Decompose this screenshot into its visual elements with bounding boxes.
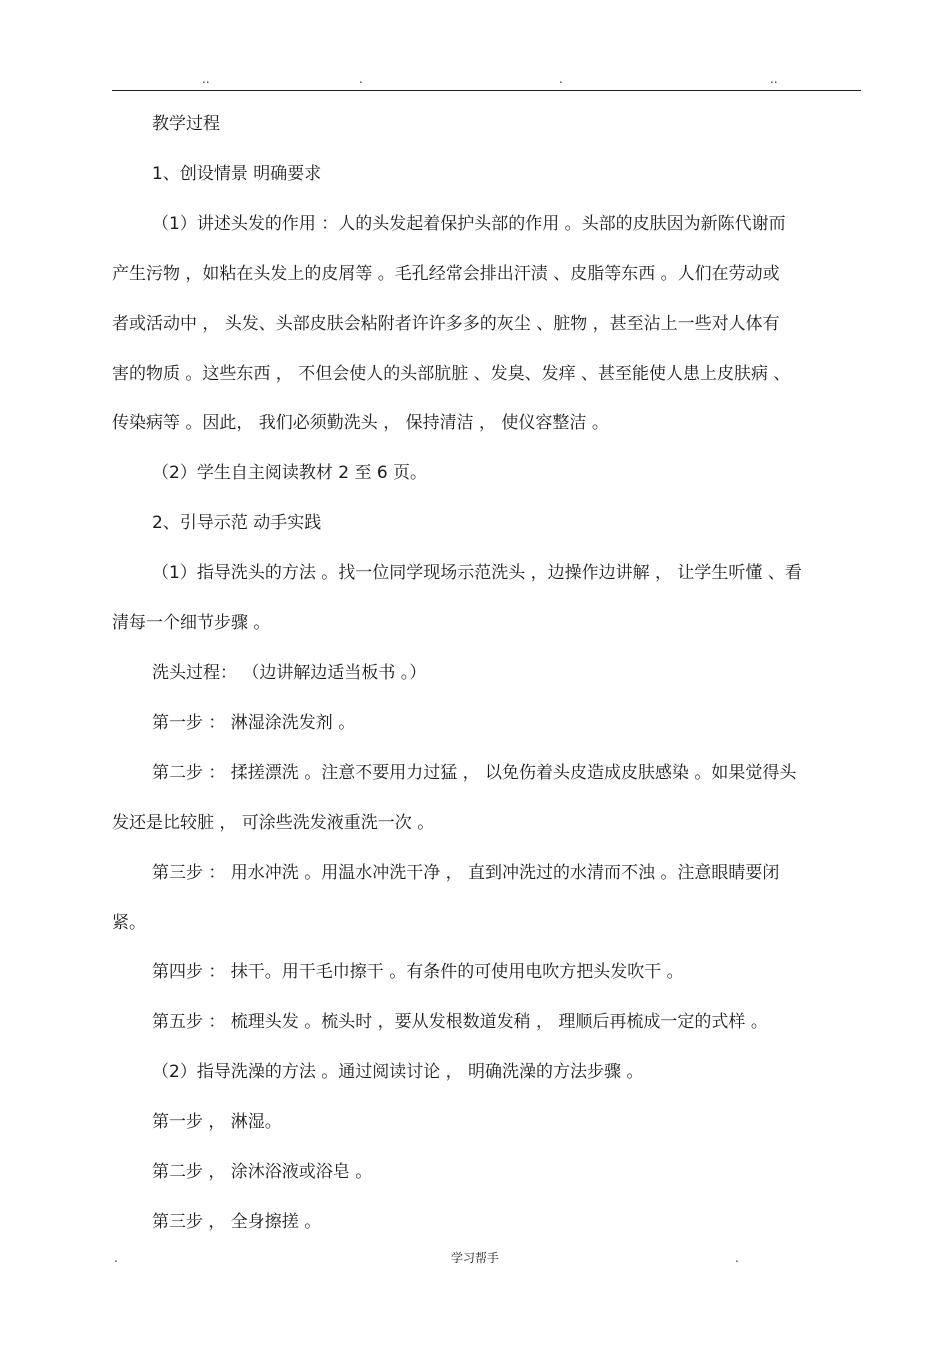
paragraph-line: 洗头过程： （边讲解边适当板书 。） bbox=[152, 662, 427, 683]
paragraph-line: 发还是比较脏 ， 可涂些洗发液重洗一次 。 bbox=[112, 812, 435, 833]
paragraph-line: （2）学生自主阅读教材 2 至 6 页。 bbox=[152, 463, 428, 484]
header-divider bbox=[112, 90, 861, 91]
paragraph-line: 害的物质 。这些东西 ， 不但会使人的头部肮脏 、发臭、发痒 、甚至能使人患上皮肤病 、 bbox=[112, 363, 791, 384]
paragraph-line: 教学过程 bbox=[152, 114, 220, 134]
paragraph-line: 产生污物 ，如粘在头发上的皮屑等 。毛孔经常会排出汗渍 、皮脂等东西 。人们在劳动或 bbox=[112, 263, 780, 284]
document-body bbox=[112, 100, 861, 1248]
paragraph-line: 者或活动中 ， 头发、头部皮肤会粘附者许许多多的灰尘 、脏物 ，甚至沾上一些对人体有 bbox=[112, 313, 780, 334]
paragraph-line: 1、创设情景 明确要求 bbox=[152, 163, 322, 184]
paragraph-line: （2）指导洗澡的方法 。通过阅读讨论 ， 明确洗澡的方法步骤 。 bbox=[152, 1062, 644, 1083]
paragraph-line: 第四步 ： 抹干。用干毛巾擦干 。有条件的可使用电吹方把头发吹干 。 bbox=[152, 962, 684, 983]
paragraph-line: （1）指导洗头的方法 。找一位同学现场示范洗头 ，边操作边讲解 ， 让学生听懂 、看 bbox=[152, 563, 802, 584]
paragraph-line: 第一步 ： 淋湿涂洗发剂 。 bbox=[152, 712, 356, 733]
paragraph-line: 清每一个细节步骤 。 bbox=[112, 613, 271, 634]
header-mark: .. bbox=[202, 72, 210, 86]
paragraph-line: 第二步 ： 揉搓漂洗 。注意不要用力过猛 ， 以免伤着头皮造成皮肤感染 。如果觉得头 bbox=[152, 762, 797, 783]
paragraph-line: （1）讲述头发的作用 ：人的头发起着保护头部的作用 。头部的皮肤因为新陈代谢而 bbox=[152, 213, 786, 234]
paragraph-line: 2、引导示范 动手实践 bbox=[152, 513, 322, 534]
header-mark: . bbox=[359, 72, 363, 86]
paragraph-line: 第三步 ， 全身擦搓 。 bbox=[152, 1211, 322, 1232]
paragraph-line: 第三步 ： 用水冲洗 。用温水冲洗干净 ， 直到冲洗过的水清而不浊 。注意眼睛要闭 bbox=[152, 862, 780, 883]
footer-label: 学习帮手 bbox=[450, 1251, 499, 1265]
header-mark: . bbox=[559, 72, 563, 86]
paragraph-line: 第一步 ， 淋湿。 bbox=[152, 1112, 282, 1133]
header-mark: .. bbox=[770, 72, 778, 86]
paragraph-line: 第二步 ， 涂沐浴液或浴皂 。 bbox=[152, 1162, 373, 1183]
paragraph-line: 紧。 bbox=[112, 912, 146, 933]
paragraph-line: 第五步 ： 梳理头发 。梳头时 ，要从发根数道发稍 ， 理顺后再梳成一定的式样 。 bbox=[152, 1012, 768, 1033]
footer-mark-left: . bbox=[114, 1251, 118, 1265]
paragraph-line: 传染病等 。因此， 我们必须勤洗头 ， 保持清洁 ， 使仪容整洁 。 bbox=[112, 413, 609, 434]
footer-mark-right: . bbox=[735, 1251, 739, 1265]
